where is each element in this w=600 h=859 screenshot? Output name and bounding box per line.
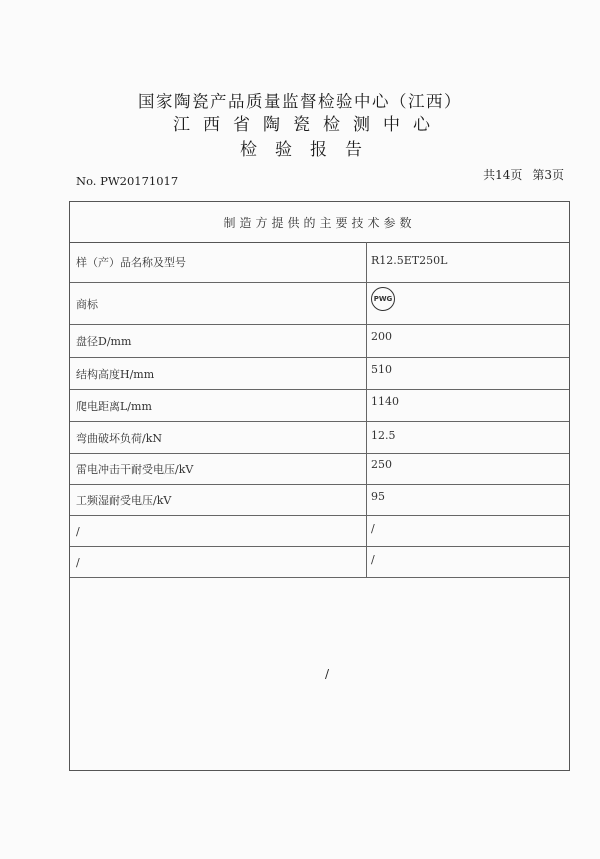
row-value: 200 (371, 330, 392, 343)
row-label: 爬电距离L/mm (76, 399, 152, 413)
page-current: 第3页 (532, 168, 564, 182)
trademark-logo-icon: PWG (371, 287, 395, 311)
table-row (70, 358, 569, 390)
table-row (70, 516, 569, 547)
row-label: 结构高度H/mm (76, 367, 155, 381)
table-row (70, 485, 569, 516)
row-value: 1140 (371, 395, 399, 408)
page-info (483, 166, 564, 183)
table-row (70, 454, 569, 485)
header-title-line2: 江西省陶瓷检测中心 (173, 115, 443, 135)
table-row (70, 422, 569, 454)
row-label: 工频湿耐受电压/kV (76, 494, 172, 507)
table-row (70, 390, 569, 422)
row-value: / (371, 553, 375, 566)
table-row (70, 283, 569, 325)
row-label: 雷电冲击干耐受电压/kV (76, 463, 194, 476)
row-value (371, 283, 563, 324)
row-label: 弯曲破坏负荷/kN (76, 431, 162, 445)
row-value: 510 (371, 363, 392, 376)
table-row (70, 325, 569, 358)
section-title: 制造方提供的主要技术参数 (70, 202, 569, 243)
header-title-line1: 国家陶瓷产品质量监督检验中心（江西） (138, 92, 462, 111)
row-label: / (76, 524, 80, 538)
row-label: 样（产）品名称及型号 (76, 256, 186, 269)
row-value: 12.5 (371, 429, 396, 442)
header-title-line3: 检验报告 (240, 140, 380, 160)
row-value: 250 (371, 458, 392, 471)
report-number: No. PW20171017 (76, 174, 179, 188)
row-value: R12.5ET250L (371, 254, 448, 267)
row-label: 盘径D/mm (76, 335, 132, 348)
row-value: 95 (371, 490, 385, 503)
parameter-table (69, 201, 570, 771)
table-row (70, 547, 569, 578)
table-row (70, 242, 569, 283)
page-total: 共14页 (483, 168, 523, 182)
row-label: / (76, 555, 80, 569)
blank-area-slash: / (325, 667, 330, 681)
row-label: 商标 (76, 297, 98, 311)
row-value: / (371, 522, 375, 535)
